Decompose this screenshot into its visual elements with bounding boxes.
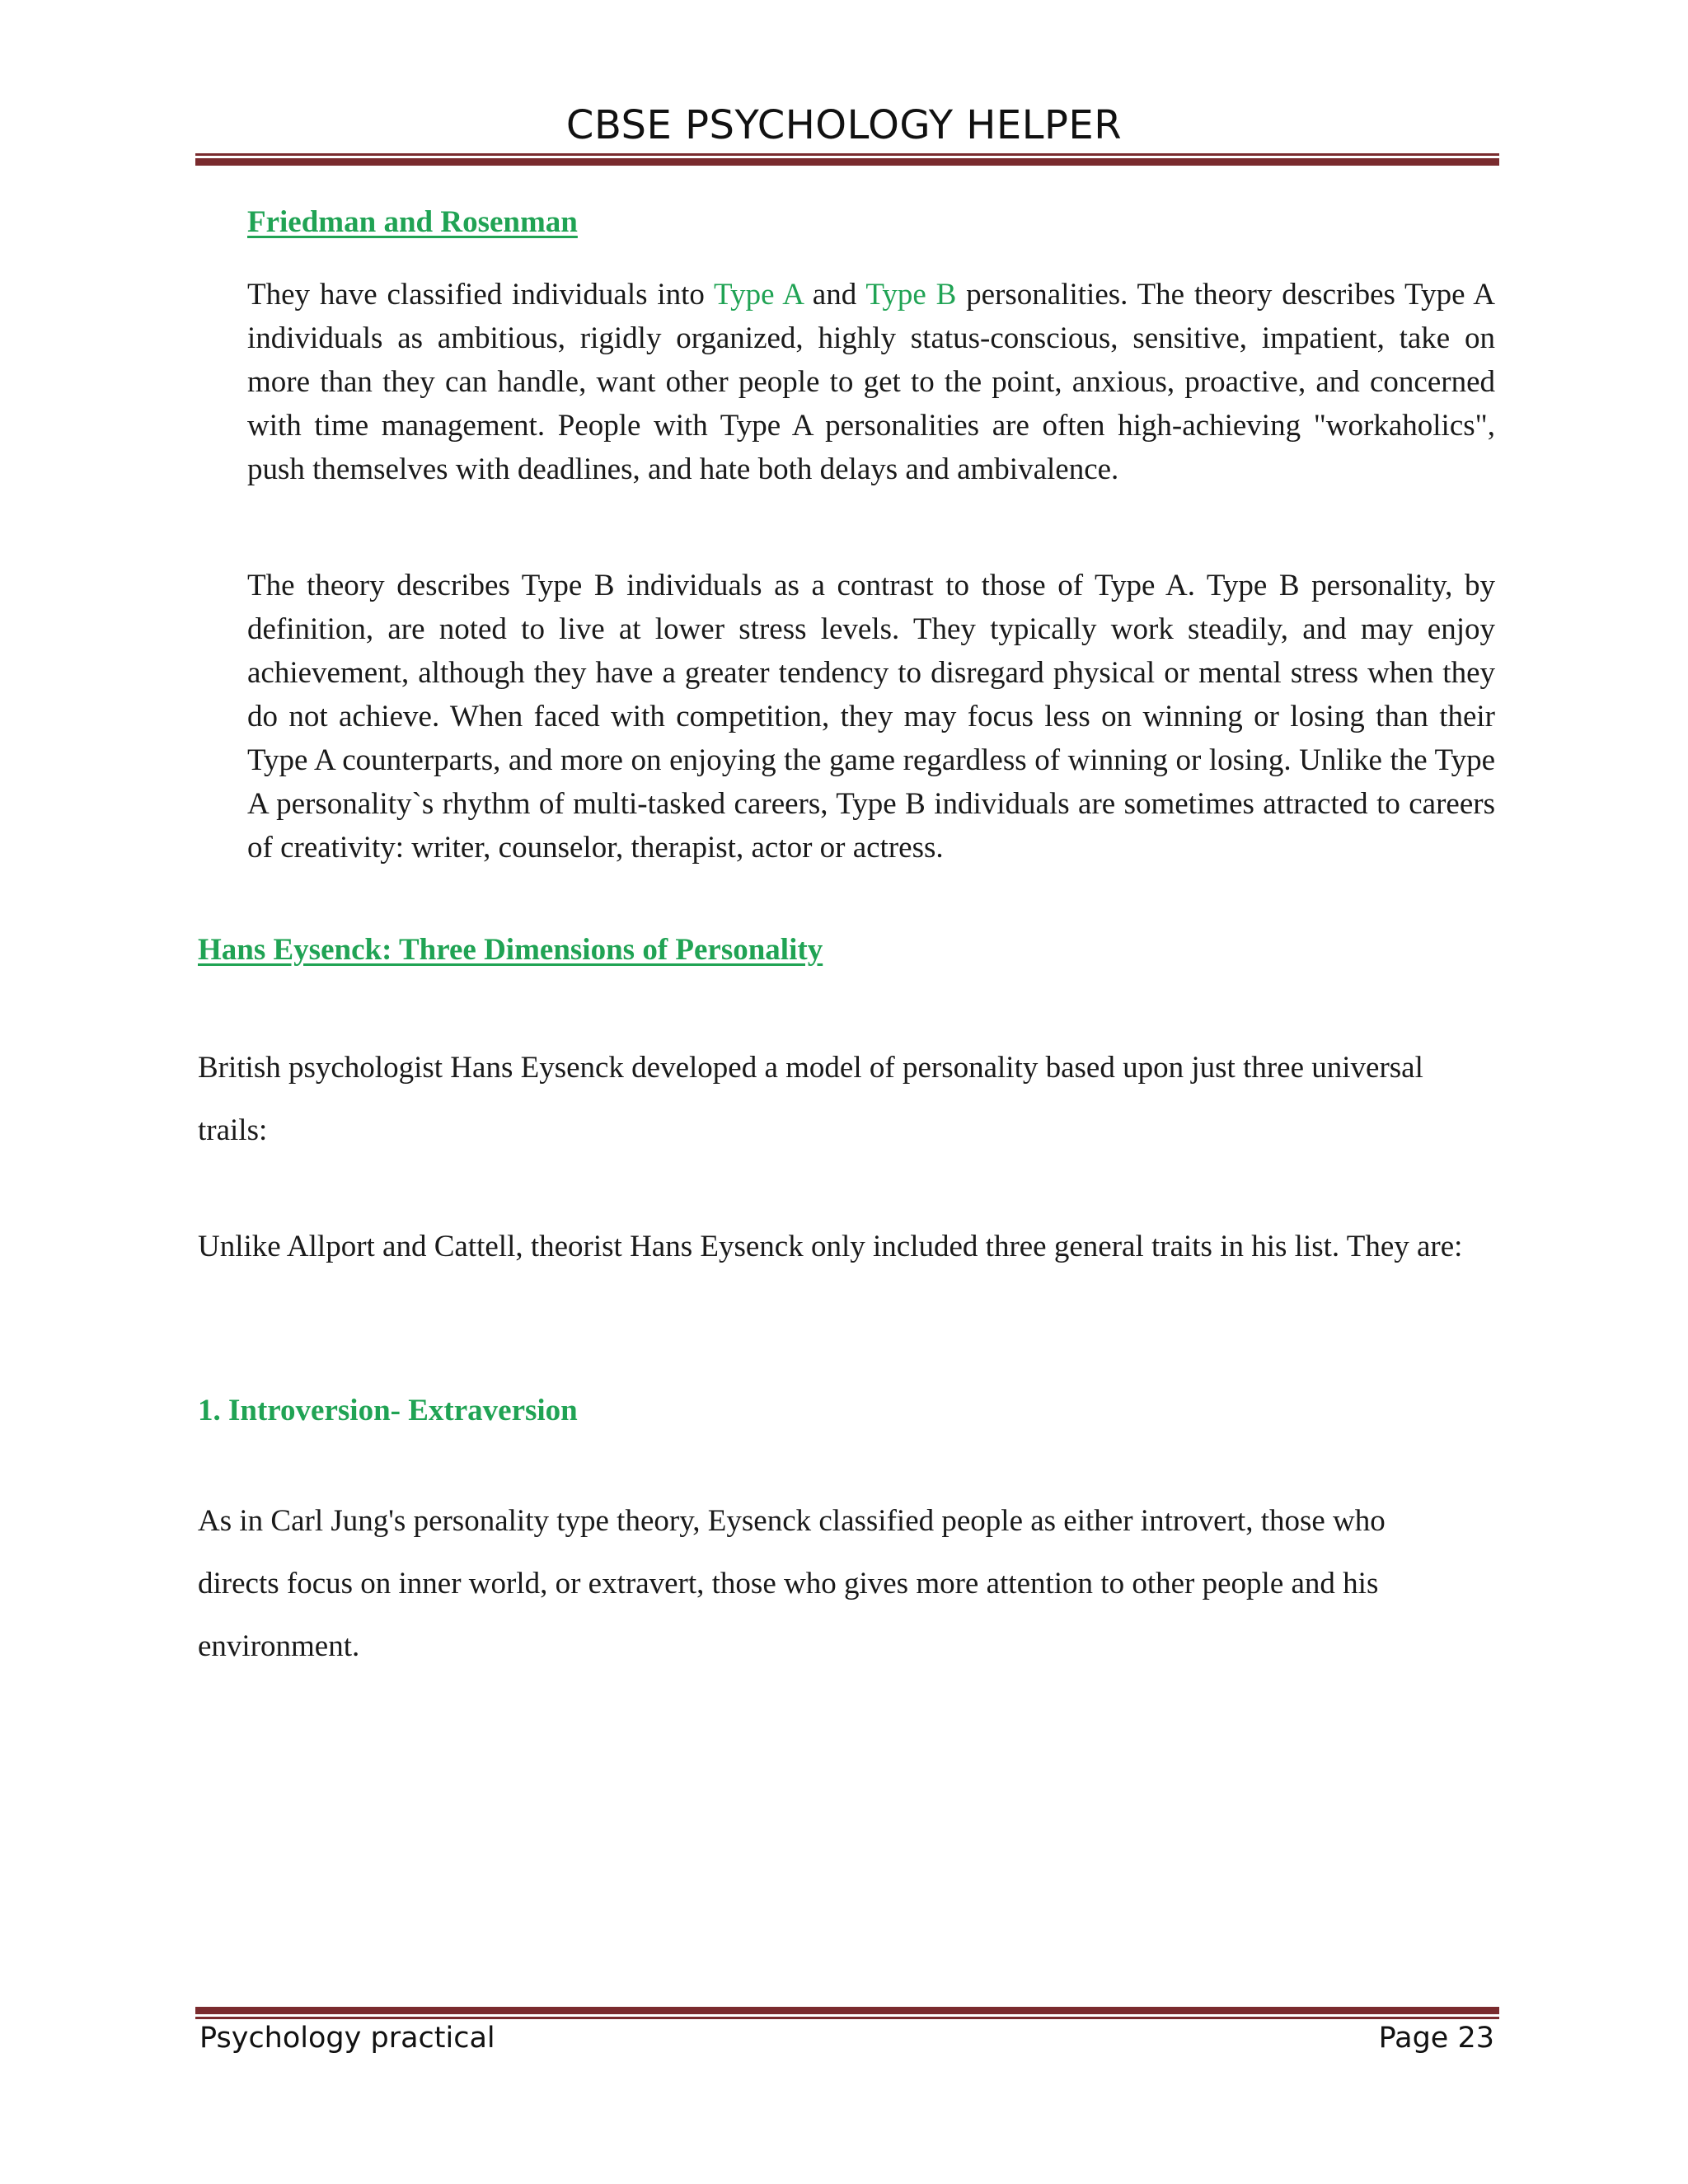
footer-divider	[195, 2007, 1499, 2019]
eysenck-paragraph-3: As in Carl Jung's personality type theory, Eysenck classified people as either introvert, those who directs focus on inner world, or extravert, those who gives more attention to other people and his environment.	[198, 1504, 1386, 1663]
introversion-extraversion-subheading: 1. Introversion- Extraversion	[198, 1394, 578, 1427]
eysenck-paragraph-1: British psychologist Hans Eysenck developed a model of personality based upon just three universal trails:	[198, 1051, 1423, 1147]
eysenck-heading: Hans Eysenck: Three Dimensions of Personality	[198, 933, 823, 967]
friedman-para1-lead: They have classified individuals into	[247, 278, 715, 312]
page-number: Page 23	[1378, 2022, 1494, 2055]
friedman-paragraph-1	[247, 273, 1495, 491]
header-divider	[195, 153, 1499, 166]
eysenck-paragraph-2: Unlike Allport and Cattell, theorist Hans Eysenck only included three general traits in his list. They are:	[198, 1230, 1463, 1263]
type-b-term: Type B	[865, 278, 957, 312]
footer-left-text: Psychology practical	[199, 2022, 495, 2055]
page-header-title: CBSE PSYCHOLOGY HELPER	[565, 102, 1123, 148]
friedman-para1-rest: personalities. The theory describes Type A individuals as ambitious, rigidly organized, highly status-conscious, sensitive, impatient, take on more than they can handle, want other people to get to the point, anxious, proactive, and concerned with time management. People with Type A personalities are often high-achieving "workaholics", push themselves with deadlines, and hate both delays and ambivalence.	[247, 278, 1496, 486]
type-a-term: Type A	[714, 278, 803, 312]
friedman-heading: Friedman and Rosenman	[247, 205, 578, 239]
friedman-para1-and: and	[802, 278, 866, 312]
friedman-paragraph-2: The theory describes Type B individuals as a contrast to those of Type A. Type B personality, by definition, are noted to live at lower stress levels. They typically work steadily, and may enjoy achievement, although they have a greater tendency to disregard physical or mental stress when they do not achieve. When faced with competition, they may focus less on winning or losing than their Type A counterparts, and more on enjoying the game regardless of winning or losing. Unlike the Type A personality`s rhythm of multi-tasked careers, Type B individuals are sometimes attracted to careers of creativity: writer, counselor, therapist, actor or actress.	[247, 569, 1495, 865]
